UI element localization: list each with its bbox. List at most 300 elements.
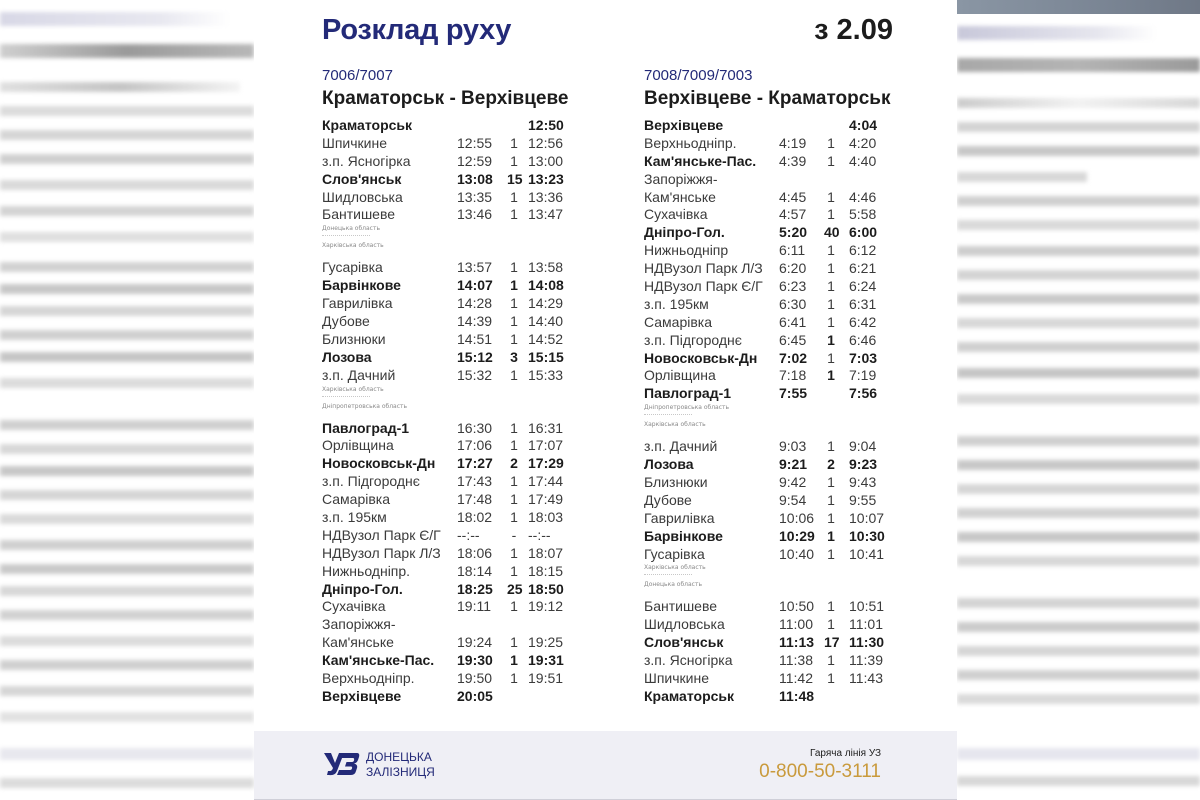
region-boundary	[322, 385, 572, 420]
stop-minutes: 1	[827, 491, 835, 508]
arrival-time: 19:24	[457, 634, 493, 651]
effective-date: з 2.09	[814, 14, 893, 46]
station-name: з.п. Підгороднє	[322, 473, 420, 490]
departure-time: 9:04	[849, 438, 877, 455]
station-name: Шпичкине	[644, 670, 709, 687]
arrival-time: 9:42	[779, 474, 807, 491]
arrival-time: 17:43	[457, 473, 493, 490]
table-row	[644, 546, 894, 564]
stop-minutes: 1	[827, 652, 835, 669]
station-name: з.п. Дачний	[322, 366, 396, 383]
station-name: Гаврилівка	[322, 295, 393, 312]
arrival-time: 9:54	[779, 491, 807, 508]
station-name: Кам'янське-Пас.	[322, 652, 435, 669]
region-boundary	[644, 403, 894, 438]
timetable	[322, 117, 572, 706]
arrival-time: 14:28	[457, 295, 493, 312]
stop-minutes: 1	[827, 545, 835, 562]
stop-minutes: 1	[510, 277, 518, 294]
station-name: Орлівщина	[644, 367, 716, 384]
stop-minutes: 1	[510, 313, 518, 330]
station-name: Орлівщина	[322, 437, 394, 454]
station-name: Сухачівка	[644, 206, 708, 223]
table-row	[322, 313, 572, 331]
station-name: Барвінкове	[644, 527, 723, 544]
table-row	[322, 634, 572, 652]
arrival-time: 14:51	[457, 330, 493, 347]
table-row	[322, 491, 572, 509]
schedule-column-return	[644, 66, 894, 706]
arrival-time: 12:59	[457, 152, 493, 169]
station-name: Лозова	[322, 348, 372, 365]
table-row	[322, 367, 572, 385]
arrival-time: 19:30	[457, 652, 493, 669]
stop-minutes: 1	[510, 134, 518, 151]
table-row	[322, 616, 572, 634]
station-name: Дніпро-Гол.	[322, 580, 403, 597]
stop-minutes: 1	[510, 491, 518, 508]
table-row	[644, 314, 894, 332]
arrival-time: 11:13	[779, 634, 815, 651]
arrival-time: 11:38	[779, 652, 813, 669]
arrival-time: 4:39	[779, 152, 807, 169]
arrival-time: 13:57	[457, 259, 493, 276]
train-number: 7008/7009/7003	[644, 67, 753, 84]
table-row	[644, 135, 894, 153]
stop-minutes: 1	[510, 598, 518, 615]
station-name: Сухачівка	[322, 598, 386, 615]
departure-time: 11:30	[849, 634, 885, 651]
stop-minutes: 1	[510, 152, 518, 169]
stop-minutes: 1	[827, 331, 835, 348]
region-boundary	[322, 224, 572, 259]
table-row	[322, 153, 572, 171]
table-row	[644, 350, 894, 368]
station-name: НДВузол Парк Л/З	[644, 260, 763, 277]
region-from: Харківська область	[644, 564, 706, 572]
stop-minutes: 1	[510, 670, 518, 687]
arrival-time: 4:57	[779, 206, 807, 223]
departure-time: 16:31	[528, 419, 564, 436]
station-name: Барвінкове	[322, 277, 401, 294]
stop-minutes: 1	[827, 242, 835, 259]
stop-minutes: 25	[507, 580, 523, 597]
table-row	[644, 510, 894, 528]
region-to: Донецька область	[644, 581, 703, 589]
departure-time: 19:51	[528, 670, 564, 687]
station-name: Шидловська	[644, 616, 725, 633]
arrival-time: 7:55	[779, 385, 808, 402]
region-divider	[644, 574, 692, 575]
blurred-right-margin	[957, 0, 1200, 800]
stop-minutes: 1	[827, 349, 835, 366]
arrival-time: 6:20	[779, 260, 807, 277]
station-name: з.п. Підгороднє	[644, 331, 742, 348]
table-row	[322, 135, 572, 153]
arrival-time: 14:07	[457, 277, 493, 294]
departure-time: --:--	[528, 526, 551, 543]
departure-time: 17:49	[528, 491, 564, 508]
table-row	[644, 634, 894, 652]
arrival-time: 12:55	[457, 134, 493, 151]
stop-minutes: 1	[510, 652, 518, 669]
stop-minutes: 1	[827, 670, 835, 687]
table-row	[322, 420, 572, 438]
hotline-number: 0-800-50-3111	[759, 761, 881, 782]
departure-time: 11:01	[849, 616, 883, 633]
departure-time: 13:58	[528, 259, 564, 276]
arrival-time: 6:30	[779, 295, 807, 312]
stop-minutes: 1	[827, 188, 835, 205]
station-name: Запоріжжя-	[322, 616, 396, 633]
station-name: з.п. Ясногірка	[644, 652, 733, 669]
region-to: Харківська область	[644, 421, 706, 429]
departure-time: 17:07	[528, 437, 564, 454]
arrival-time: 5:20	[779, 224, 808, 241]
stop-minutes: 1	[827, 152, 835, 169]
departure-time: 15:33	[528, 366, 564, 383]
station-name: Кам'янське-Пас.	[644, 152, 757, 169]
stop-minutes: 1	[510, 295, 518, 312]
arrival-time: 7:02	[779, 349, 808, 366]
route-title: Верхівцеве - Краматорськ	[644, 88, 891, 109]
departure-time: 7:19	[849, 367, 877, 384]
stop-minutes: 2	[510, 455, 518, 472]
logo-text: ДОНЕЦЬКА ЗАЛІЗНИЦЯ	[366, 750, 435, 779]
region-from: Донецька область	[322, 225, 381, 233]
table-row	[644, 242, 894, 260]
table-row	[644, 670, 894, 688]
departure-time: 18:15	[528, 562, 564, 579]
departure-time: 14:40	[528, 313, 564, 330]
table-row	[322, 455, 572, 473]
station-name: Краматорськ	[322, 117, 413, 133]
stop-minutes: 1	[510, 544, 518, 561]
departure-time: 17:29	[528, 455, 564, 472]
station-name: з.п. Ясногірка	[322, 152, 411, 169]
table-row	[322, 598, 572, 616]
stop-minutes: 1	[510, 366, 518, 383]
route-title: Краматорськ - Верхівцеве	[322, 88, 569, 109]
station-name: з.п. Дачний	[644, 438, 718, 455]
uz-logo-icon	[324, 751, 360, 777]
stop-minutes: 17	[824, 634, 840, 651]
station-name: Слов'янськ	[644, 634, 724, 651]
table-row	[322, 563, 572, 581]
table-row	[644, 492, 894, 510]
departure-time: 7:56	[849, 385, 878, 402]
arrival-time: 17:27	[457, 455, 493, 472]
table-row	[322, 349, 572, 367]
arrival-time: 13:35	[457, 188, 493, 205]
departure-time: 14:29	[528, 295, 564, 312]
station-name: Близнюки	[644, 474, 708, 491]
table-row	[644, 438, 894, 456]
region-from: Харківська область	[322, 385, 384, 393]
schedule-column-outbound	[322, 66, 572, 706]
arrival-time: 20:05	[457, 687, 493, 704]
table-row	[644, 206, 894, 224]
stop-minutes: 1	[510, 437, 518, 454]
departure-time: 11:43	[849, 670, 883, 687]
station-name: Нижньодніпр.	[322, 562, 411, 579]
station-name: Кам'янське	[322, 634, 394, 651]
stop-minutes: 15	[507, 170, 523, 187]
stop-minutes: 1	[827, 206, 835, 223]
departure-time: 4:04	[849, 117, 878, 133]
table-row	[644, 189, 894, 207]
region-divider	[322, 396, 370, 397]
schedule-poster	[254, 0, 957, 800]
departure-time: 14:52	[528, 330, 564, 347]
departure-time: 9:55	[849, 491, 877, 508]
table-row	[322, 331, 572, 349]
arrival-time: 11:42	[779, 670, 813, 687]
departure-time: 19:31	[528, 652, 564, 669]
station-name: Гусарівка	[322, 259, 383, 276]
arrival-time: 16:30	[457, 419, 493, 436]
station-name: Близнюки	[322, 330, 386, 347]
station-name: НДВузол Парк Є/Г	[322, 526, 441, 543]
arrival-time: 6:45	[779, 331, 807, 348]
arrival-time: 13:08	[457, 170, 493, 187]
departure-time: 10:07	[849, 509, 885, 526]
departure-time: 6:00	[849, 224, 878, 241]
stop-minutes: 1	[827, 367, 835, 384]
departure-time: 6:46	[849, 331, 877, 348]
table-row	[322, 437, 572, 455]
region-divider	[644, 414, 692, 415]
table-row	[644, 456, 894, 474]
table-row	[644, 474, 894, 492]
station-name: Новосковськ-Дн	[322, 455, 436, 472]
stop-minutes: 40	[824, 224, 840, 241]
departure-time: 4:46	[849, 188, 877, 205]
station-name: Лозова	[644, 456, 694, 473]
stop-minutes: 3	[510, 348, 518, 365]
stop-minutes: 1	[510, 330, 518, 347]
departure-time: 10:30	[849, 527, 885, 544]
arrival-time: 4:19	[779, 134, 807, 151]
station-name: Верхньодніпр.	[322, 670, 415, 687]
arrival-time: 15:32	[457, 366, 493, 383]
station-name: Кам'янське	[644, 188, 716, 205]
table-row	[644, 171, 894, 189]
table-row	[322, 527, 572, 545]
arrival-time: 6:41	[779, 313, 807, 330]
table-row	[644, 385, 894, 403]
departure-time: 10:41	[849, 545, 885, 562]
arrival-time: 6:11	[779, 242, 806, 259]
table-row	[322, 509, 572, 527]
table-row	[322, 545, 572, 563]
table-row	[644, 224, 894, 242]
station-name: Шидловська	[322, 188, 403, 205]
departure-time: 18:50	[528, 580, 564, 597]
station-name: Бантишеве	[644, 598, 718, 615]
table-row	[322, 473, 572, 491]
arrival-time: 7:18	[779, 367, 807, 384]
stop-minutes: 1	[827, 438, 835, 455]
table-row	[322, 259, 572, 277]
arrival-time: 19:50	[457, 670, 493, 687]
station-name: Гусарівка	[644, 545, 705, 562]
departure-time: 6:12	[849, 242, 877, 259]
blurred-left-margin	[0, 0, 254, 800]
departure-time: 13:23	[528, 170, 564, 187]
arrival-time: 18:06	[457, 544, 493, 561]
station-name: Запоріжжя-	[644, 170, 718, 187]
table-row	[322, 277, 572, 295]
arrival-time: 9:21	[779, 456, 808, 473]
station-name: Верхівцеве	[322, 687, 402, 704]
arrival-time: 18:25	[457, 580, 493, 597]
stop-minutes: 1	[510, 634, 518, 651]
table-row	[322, 189, 572, 207]
departure-time: 12:56	[528, 134, 564, 151]
departure-time: 10:51	[849, 598, 885, 615]
departure-time: 4:20	[849, 134, 877, 151]
arrival-time: 9:03	[779, 438, 807, 455]
arrival-time: --:--	[457, 526, 480, 543]
departure-time: 14:08	[528, 277, 564, 294]
table-row	[322, 206, 572, 224]
departure-time: 5:58	[849, 206, 877, 223]
timetable	[644, 117, 894, 706]
table-row	[644, 616, 894, 634]
departure-time: 12:50	[528, 117, 564, 133]
departure-time: 18:03	[528, 509, 564, 526]
stop-minutes: 1	[510, 419, 518, 436]
arrival-time: 4:45	[779, 188, 807, 205]
departure-time: 15:15	[528, 348, 564, 365]
departure-time: 4:40	[849, 152, 877, 169]
stop-minutes: 1	[827, 313, 835, 330]
departure-time: 6:24	[849, 278, 877, 295]
table-row	[322, 581, 572, 599]
arrival-time: 18:02	[457, 509, 493, 526]
departure-time: 6:21	[849, 260, 877, 277]
table-row	[322, 171, 572, 189]
departure-time: 11:39	[849, 652, 883, 669]
departure-time: 9:23	[849, 456, 878, 473]
table-row	[644, 278, 894, 296]
stop-minutes: 1	[827, 295, 835, 312]
stop-minutes: 1	[827, 509, 835, 526]
stop-minutes: 1	[510, 562, 518, 579]
region-to: Дніпропетровська область	[322, 402, 408, 410]
departure-time: 7:03	[849, 349, 878, 366]
arrival-time: 14:39	[457, 313, 493, 330]
arrival-time: 11:00	[779, 616, 813, 633]
station-name: Нижньодніпр	[644, 242, 729, 259]
arrival-time: 13:46	[457, 206, 493, 223]
station-name: Дніпро-Гол.	[644, 224, 725, 241]
station-name: Самарівка	[644, 313, 713, 330]
table-row	[322, 117, 572, 135]
table-row	[322, 670, 572, 688]
table-row	[644, 688, 894, 706]
station-name: з.п. 195км	[322, 509, 387, 526]
stop-minutes: 1	[510, 259, 518, 276]
stop-minutes: 1	[510, 473, 518, 490]
departure-time: 6:42	[849, 313, 877, 330]
arrival-time: 17:06	[457, 437, 493, 454]
table-row	[644, 153, 894, 171]
departure-time: 13:00	[528, 152, 564, 169]
arrival-time: 15:12	[457, 348, 493, 365]
page-title: Розклад руху	[322, 14, 512, 46]
hotline-label: Гаряча лінія УЗ	[810, 748, 881, 759]
station-name: Новосковськ-Дн	[644, 349, 758, 366]
station-name: НДВузол Парк Є/Г	[644, 278, 763, 295]
station-name: з.п. 195км	[644, 295, 709, 312]
table-row	[322, 652, 572, 670]
station-name: Дубове	[322, 313, 370, 330]
station-name: Верхньодніпр.	[644, 134, 737, 151]
stop-minutes: 1	[827, 598, 835, 615]
arrival-time: 6:23	[779, 278, 807, 295]
stop-minutes: 1	[827, 616, 835, 633]
station-name: Бантишеве	[322, 206, 396, 223]
departure-time: 9:43	[849, 474, 877, 491]
arrival-time: 10:40	[779, 545, 815, 562]
station-name: Верхівцеве	[644, 117, 724, 133]
arrival-time: 10:06	[779, 509, 815, 526]
region-boundary	[644, 563, 894, 598]
table-row	[644, 332, 894, 350]
table-row	[644, 598, 894, 616]
region-divider	[322, 235, 370, 236]
station-name: Самарівка	[322, 491, 391, 508]
stop-minutes: 1	[827, 134, 835, 151]
departure-time: 6:31	[849, 295, 877, 312]
arrival-time: 17:48	[457, 491, 493, 508]
departure-time: 18:07	[528, 544, 564, 561]
departure-time: 13:47	[528, 206, 564, 223]
stop-minutes: 1	[510, 206, 518, 223]
station-name: Павлоград-1	[644, 385, 732, 402]
table-row	[322, 295, 572, 313]
arrival-time: 11:48	[779, 687, 815, 704]
station-name: Краматорськ	[644, 687, 735, 704]
stop-minutes: 1	[510, 188, 518, 205]
footer	[254, 731, 957, 800]
stop-minutes: 1	[827, 527, 835, 544]
arrival-time: 19:11	[457, 598, 491, 615]
departure-time: 19:25	[528, 634, 564, 651]
arrival-time: 10:29	[779, 527, 815, 544]
station-name: Гаврилівка	[644, 509, 715, 526]
stop-minutes: -	[511, 526, 517, 543]
table-row	[644, 367, 894, 385]
departure-time: 17:44	[528, 473, 564, 490]
table-row	[644, 528, 894, 546]
table-row	[644, 296, 894, 314]
stop-minutes: 2	[827, 456, 835, 473]
station-name: НДВузол Парк Л/З	[322, 544, 441, 561]
arrival-time: 18:14	[457, 562, 493, 579]
stop-minutes: 1	[827, 260, 835, 277]
departure-time: 19:12	[528, 598, 564, 615]
station-name: Слов'янськ	[322, 170, 402, 187]
station-name: Дубове	[644, 491, 692, 508]
table-row	[644, 260, 894, 278]
train-number: 7006/7007	[322, 67, 393, 84]
stop-minutes: 1	[827, 278, 835, 295]
table-row	[322, 688, 572, 706]
region-from: Дніпропетровська область	[644, 404, 730, 412]
